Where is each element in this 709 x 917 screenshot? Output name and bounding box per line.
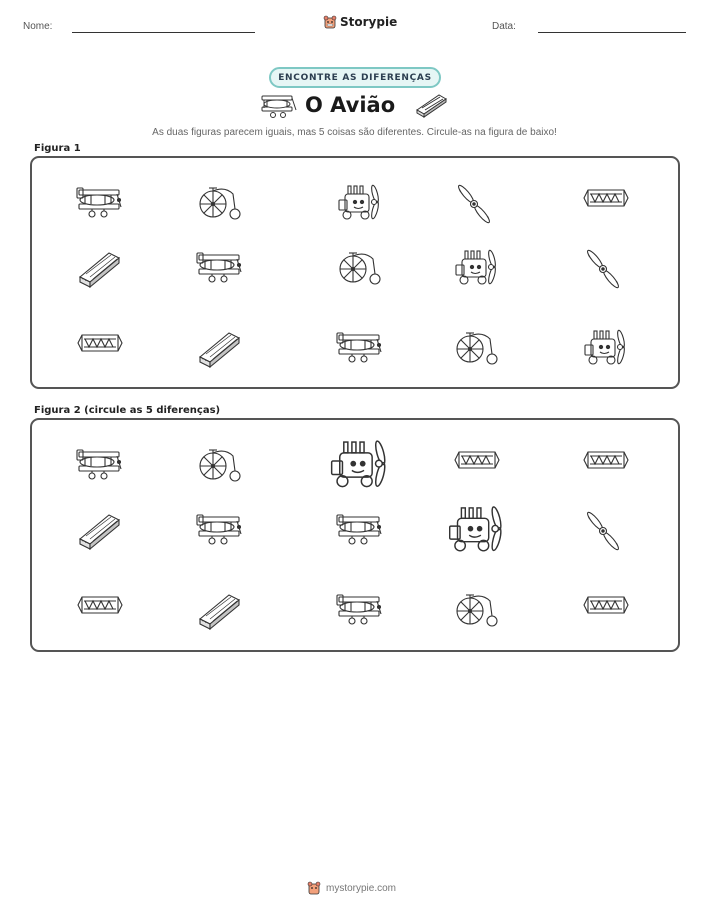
wing-icon[interactable]	[451, 444, 503, 486]
biplane-icon[interactable]	[74, 182, 126, 224]
biplane-icon[interactable]	[194, 509, 246, 551]
penny-farthing-icon[interactable]	[334, 247, 386, 289]
penny-farthing-icon[interactable]	[194, 444, 246, 486]
brand-logo	[323, 14, 397, 30]
biplane-icon	[259, 90, 299, 120]
wing-icon[interactable]	[74, 327, 126, 369]
wood-block-icon[interactable]	[194, 589, 246, 631]
figure-1-label: Figura 1	[34, 143, 81, 154]
brand-name: Storypie	[340, 15, 398, 29]
wood-block-icon	[413, 92, 449, 118]
wood-block-icon[interactable]	[194, 327, 246, 369]
propeller-icon[interactable]	[451, 182, 503, 224]
biplane-icon[interactable]	[334, 327, 386, 369]
toy-truck-icon[interactable]	[334, 182, 386, 224]
storypie-mascot-icon	[307, 880, 321, 896]
instructions: As duas figuras parecem iguais, mas 5 coisas são diferentes. Circule-as na figura de baixo!	[152, 127, 557, 138]
figure-2-panel[interactable]	[30, 418, 680, 652]
wing-icon[interactable]	[580, 182, 632, 224]
toy-truck-icon[interactable]	[443, 503, 511, 558]
penny-farthing-icon[interactable]	[451, 589, 503, 631]
wood-block-icon[interactable]	[74, 509, 126, 551]
wing-icon[interactable]	[580, 444, 632, 486]
wing-icon[interactable]	[580, 589, 632, 631]
biplane-icon[interactable]	[334, 509, 386, 551]
date-line	[538, 32, 686, 33]
penny-farthing-icon[interactable]	[451, 327, 503, 369]
propeller-icon[interactable]	[580, 509, 632, 551]
footer-site: mystorypie.com	[326, 882, 397, 894]
wood-block-icon[interactable]	[74, 247, 126, 289]
penny-farthing-icon[interactable]	[194, 182, 246, 224]
toy-truck-icon[interactable]	[325, 437, 395, 494]
activity-badge: ENCONTRE AS DIFERENÇAS	[269, 67, 441, 88]
propeller-icon[interactable]	[580, 247, 632, 289]
name-line	[72, 32, 255, 33]
date-label: Data:	[492, 21, 516, 32]
biplane-icon[interactable]	[74, 444, 126, 486]
name-label: Nome:	[23, 21, 53, 32]
figure-1-panel[interactable]	[30, 156, 680, 389]
storypie-mascot-icon	[323, 14, 337, 30]
figure-2-label: Figura 2 (circule as 5 diferenças)	[34, 405, 221, 416]
wing-icon[interactable]	[74, 589, 126, 631]
footer	[307, 880, 396, 896]
toy-truck-icon[interactable]	[451, 247, 503, 289]
biplane-icon[interactable]	[194, 247, 246, 289]
worksheet-title: O Avião	[305, 93, 396, 117]
toy-truck-icon[interactable]	[580, 327, 632, 369]
biplane-icon[interactable]	[334, 589, 386, 631]
